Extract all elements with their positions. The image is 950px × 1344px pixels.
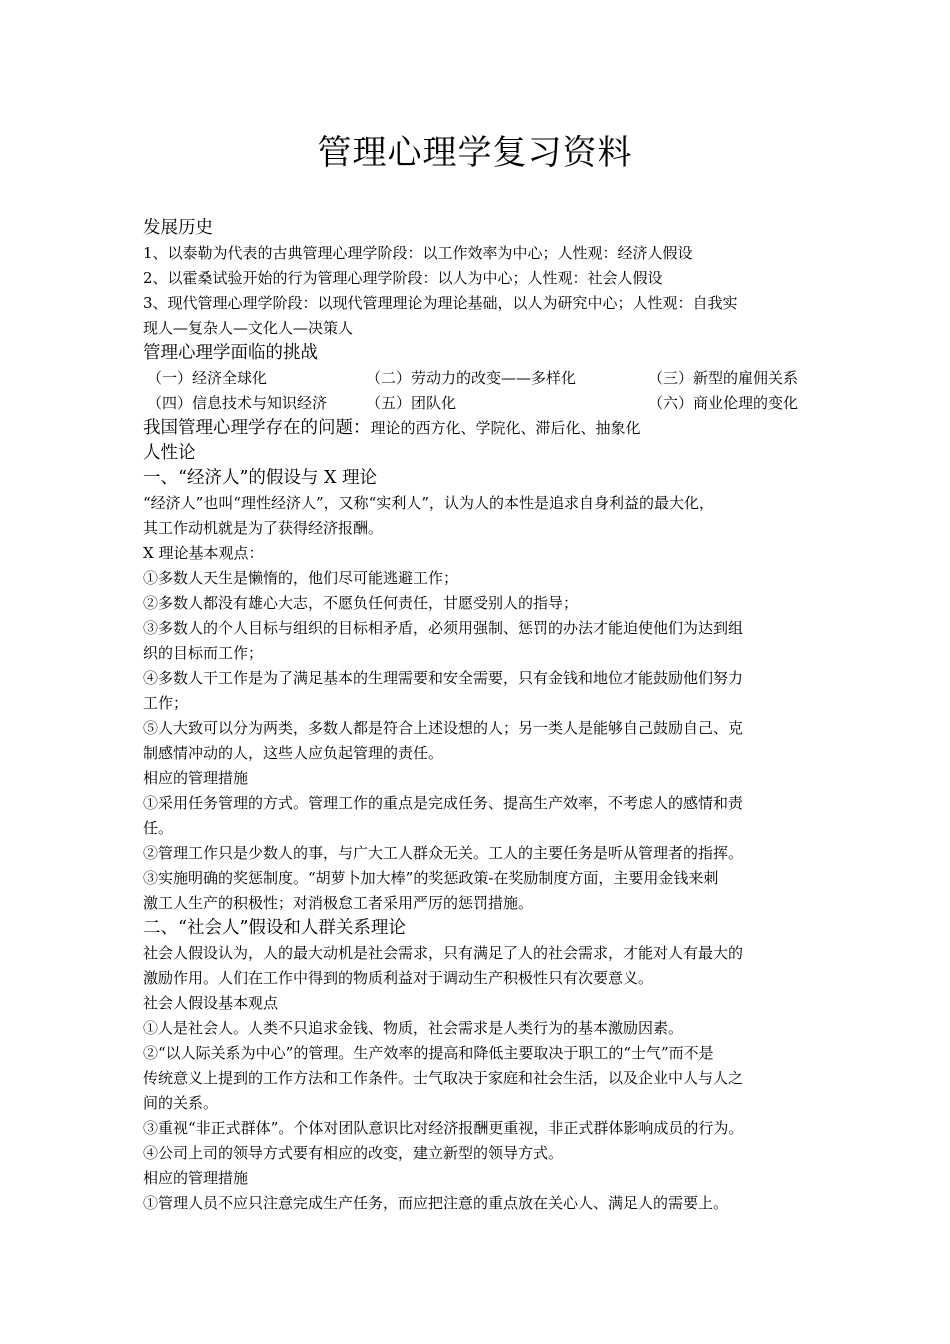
history-line: 现人—复杂人—文化人—决策人 — [143, 319, 354, 337]
challenges-heading: 管理心理学面临的挑战 — [143, 343, 318, 363]
social-man-heading: 二、“社会人”假设和人群关系理论 — [143, 918, 406, 938]
challenge-item: （五）团队化 — [366, 394, 457, 412]
challenge-item: （六）商业伦理的变化 — [648, 394, 799, 412]
challenge-item: （四）信息技术与知识经济 — [147, 394, 328, 412]
x-theory-point: ③多数人的个人目标与组织的目标相矛盾，必须用强制、惩罚的办法才能迫使他们为达到组 — [143, 619, 744, 637]
human-nature-heading: 人性论 — [143, 443, 196, 463]
paragraph-line: 社会人假设认为，人的最大动机是社会需求，只有满足了人的社会需求，才能对人有最大的 — [143, 944, 744, 962]
measure-line: ③实施明确的奖惩制度。“胡萝卜加大棒”的奖惩政策-在奖励制度方面，主要用金钱来刺 — [143, 869, 719, 887]
problems-line — [143, 416, 811, 441]
problems-text: 理论的西方化、学院化、滞后化、抽象化 — [370, 419, 641, 437]
paragraph-line: 其工作动机就是为了获得经济报酬。 — [143, 519, 384, 537]
history-line: 1、以泰勒为代表的古典管理心理学阶段：以工作效率为中心；人性观：经济人假设 — [143, 244, 693, 262]
history-line: 2、以霍桑试验开始的行为管理心理学阶段：以人为中心；人性观：社会人假设 — [143, 269, 663, 287]
x-theory-point: 制感情冲动的人，这些人应负起管理的责任。 — [143, 744, 444, 762]
challenges-row — [143, 366, 811, 391]
social-view-line: ④公司上司的领导方式要有相应的改变，建立新型的领导方式。 — [143, 1144, 564, 1162]
social-view-line: ②“以人际关系为中心”的管理。生产效率的提高和降低主要取决于职工的“士气”而不是 — [143, 1044, 714, 1062]
measure-line: 激工人生产的积极性；对消极怠工者采用严厉的惩罚措施。 — [143, 894, 534, 912]
challenges-row — [143, 391, 811, 416]
x-theory-point: 织的目标而工作； — [143, 644, 264, 662]
social-view-line: ③重视“非正式群体”。个体对团队意识比对经济报酬更重视，非正式群体影响成员的行为。 — [143, 1119, 744, 1137]
social-view-line: 间的关系。 — [143, 1094, 219, 1112]
document-body — [143, 216, 811, 1216]
history-line: 3、现代管理心理学阶段：以现代管理理论为理论基础，以人为研究中心；人性观：自我实 — [143, 294, 738, 312]
page-title: 管理心理学复习资料 — [317, 133, 633, 173]
challenge-item: （二）劳动力的改变——多样化 — [366, 369, 577, 387]
x-theory-point: ②多数人都没有雄心大志，不愿负任何责任，甘愿受别人的指导； — [143, 594, 579, 612]
x-theory-point: ⑤人大致可以分为两类，多数人都是符合上述设想的人；另一类人是能够自己鼓励自己、克 — [143, 719, 744, 737]
history-heading: 发展历史 — [143, 218, 213, 238]
social-view-line: ①人是社会人。人类不只追求金钱、物质，社会需求是人类行为的基本激励因素。 — [143, 1019, 684, 1037]
social-view-line: 传统意义上提到的工作方法和工作条件。士气取决于家庭和社会生活，以及企业中人与人之 — [143, 1069, 744, 1087]
x-theory-point: ①多数人天生是懒惰的，他们尽可能逃避工作； — [143, 569, 459, 587]
challenge-item: （三）新型的雇佣关系 — [648, 369, 799, 387]
challenge-item: （一）经济全球化 — [147, 369, 268, 387]
paragraph-line: 激励作用。人们在工作中得到的物质利益对于调动生产积极性只有次要意义。 — [143, 969, 654, 987]
x-theory-heading: X 理论基本观点： — [143, 544, 264, 562]
x-theory-point: 工作； — [143, 694, 189, 712]
paragraph-line: “经济人”也叫“理性经济人”，又称“实利人”，认为人的本性是追求自身利益的最大化， — [143, 494, 715, 512]
measures-heading: 相应的管理措施 — [143, 769, 249, 787]
measure-line: 任。 — [143, 819, 174, 837]
social-views-heading: 社会人假设基本观点 — [143, 994, 279, 1012]
measure-line: ②管理工作只是少数人的事，与广大工人群众无关。工人的主要任务是听从管理者的指挥。 — [143, 844, 744, 862]
measure-line: ①管理人员不应只注意完成生产任务，而应把注意的重点放在关心人、满足人的需要上。 — [143, 1194, 729, 1212]
x-theory-point: ④多数人干工作是为了满足基本的生理需要和安全需要，只有金钱和地位才能鼓励他们努力 — [143, 669, 744, 687]
measure-line: ①采用任务管理的方式。管理工作的重点是完成任务、提高生产效率，不考虑人的感情和责 — [143, 794, 744, 812]
problems-heading: 我国管理心理学存在的问题： — [143, 418, 371, 438]
measures-heading: 相应的管理措施 — [143, 1169, 249, 1187]
economic-man-heading: 一、“经济人”的假设与 X 理论 — [143, 468, 377, 488]
